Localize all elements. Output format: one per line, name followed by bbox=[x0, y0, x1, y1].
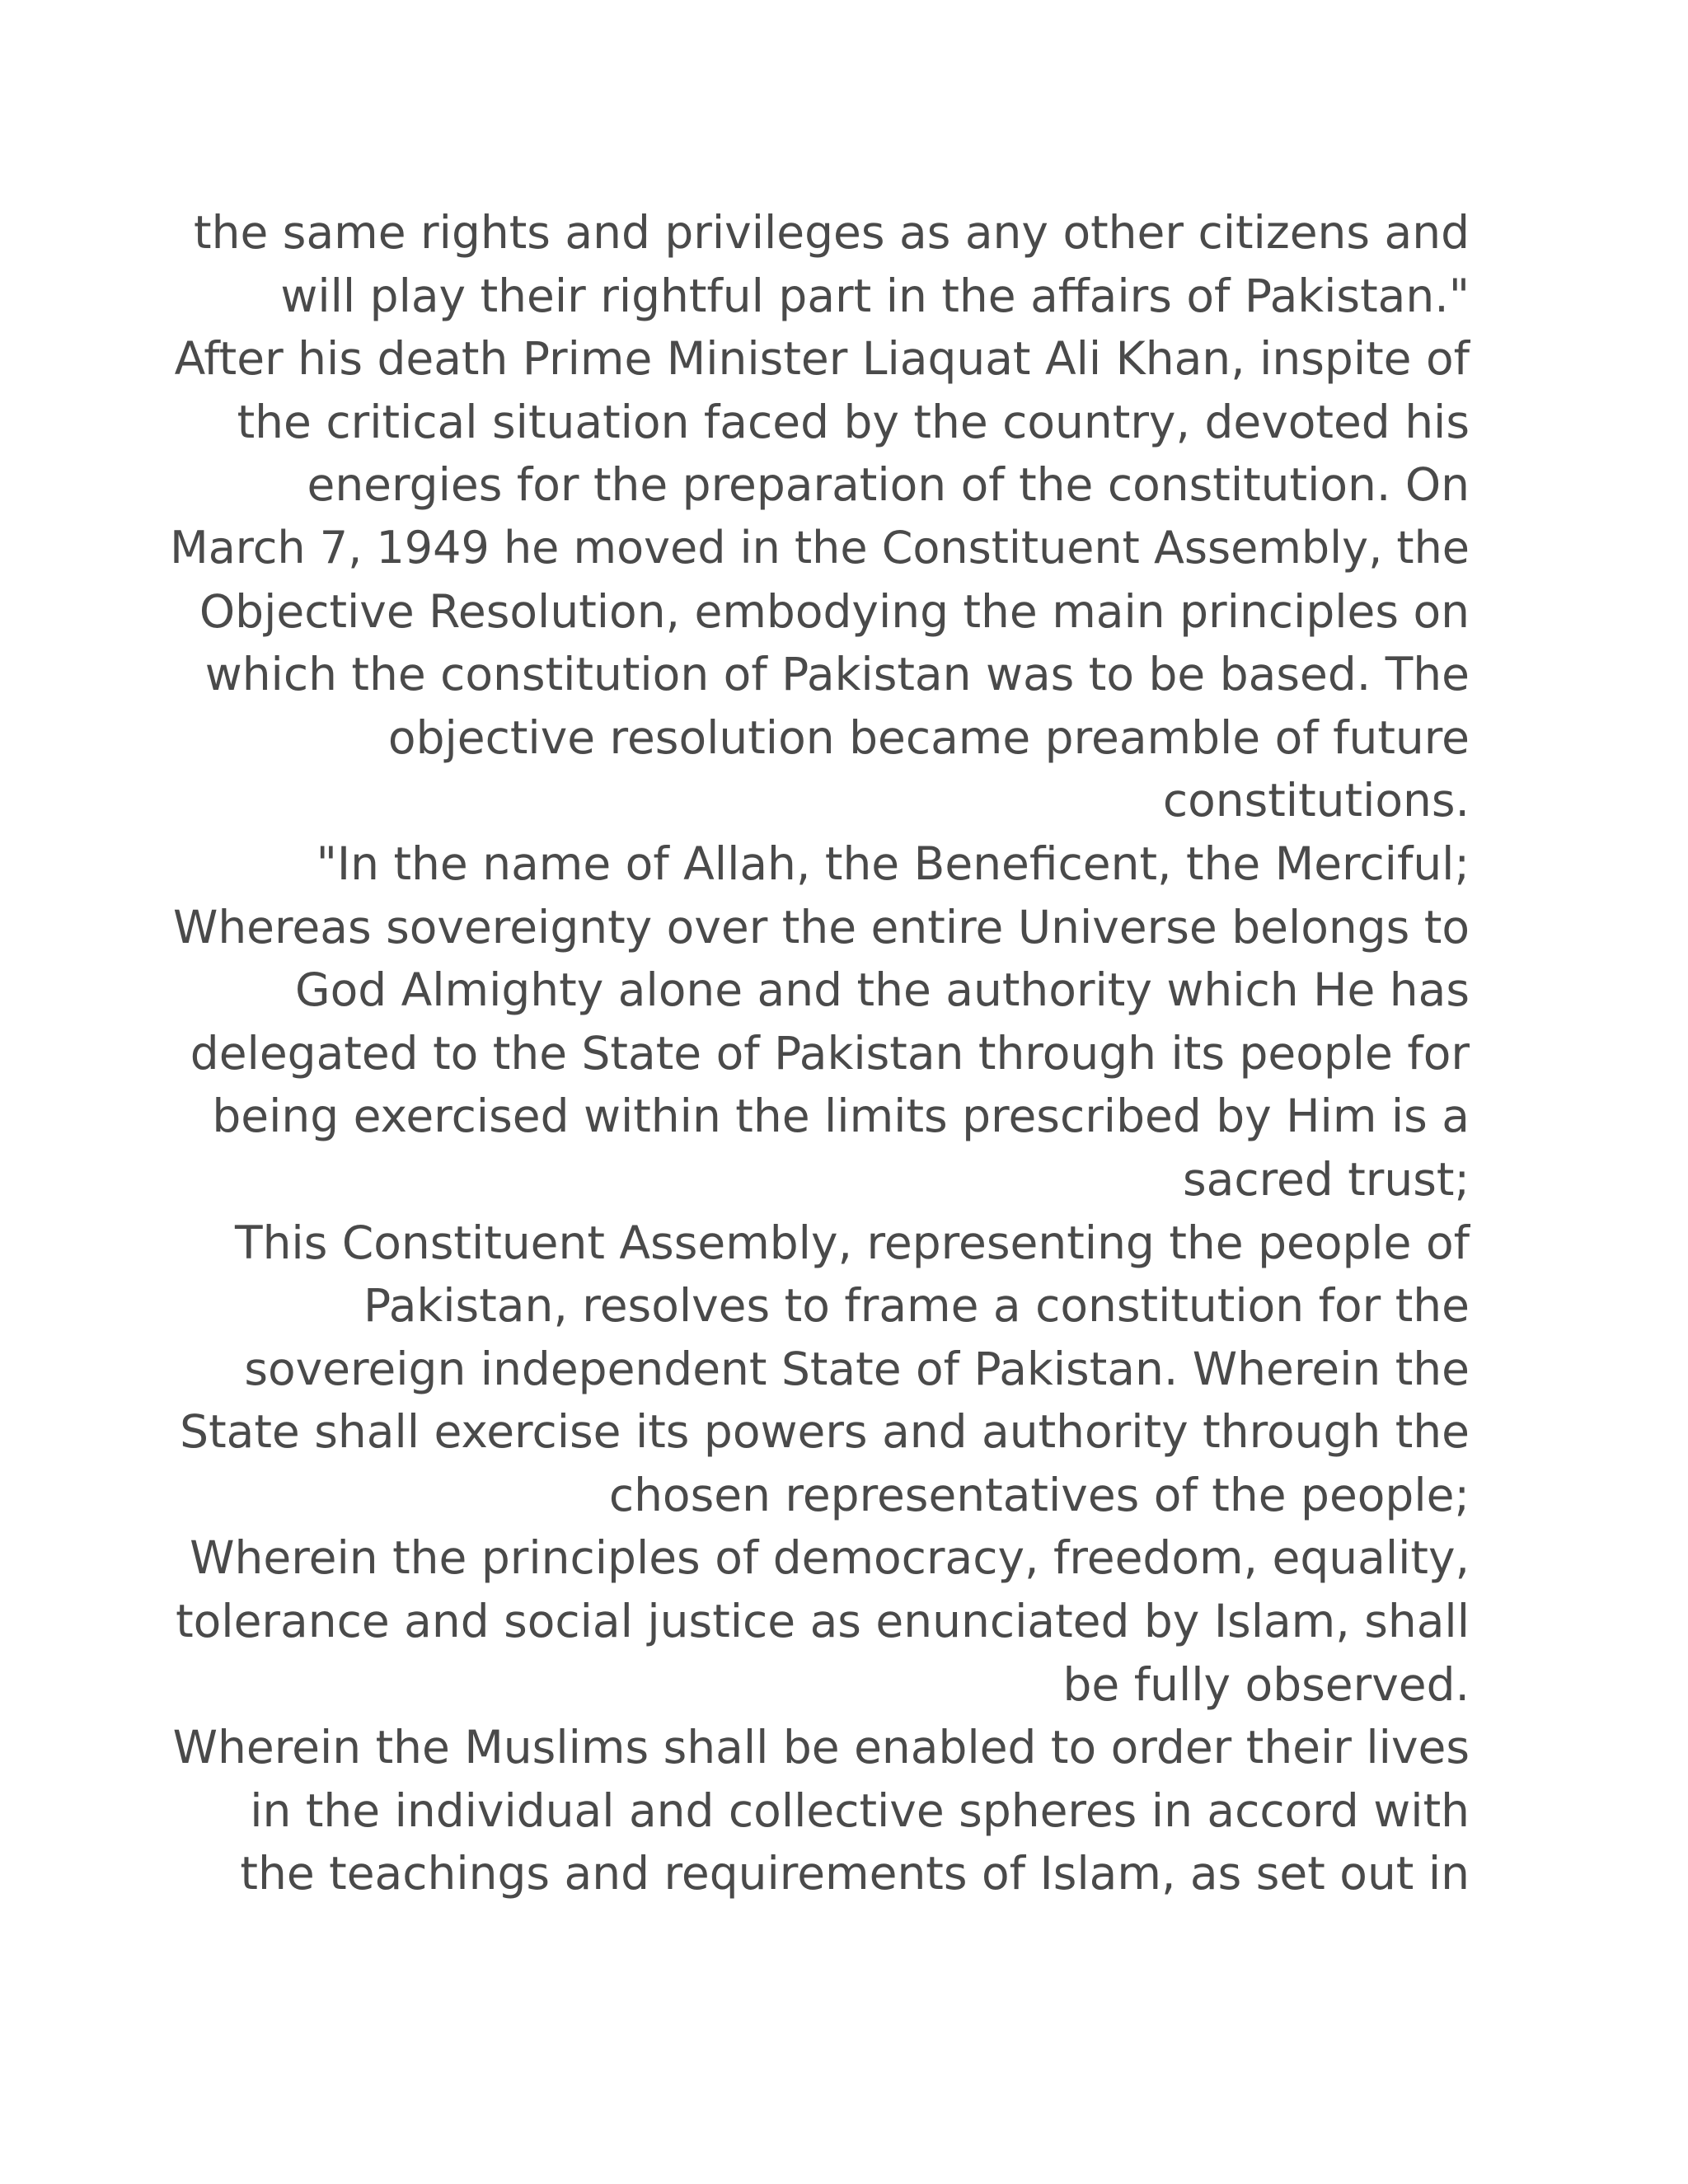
text-line: energies for the preparation of the constitution. On bbox=[307, 458, 1470, 512]
text-line: Whereas sovereignty over the entire Universe belongs to bbox=[172, 900, 1470, 954]
text-line: tolerance and social justice as enunciated by Islam, shall bbox=[176, 1595, 1470, 1648]
text-line: Wherein the principles of democracy, freedom, equality, bbox=[190, 1531, 1470, 1585]
text-line: God Almighty alone and the authority which He has bbox=[294, 963, 1470, 1017]
text-line: This Constituent Assembly, representing the people of bbox=[234, 1216, 1470, 1269]
text-line: "In the name of Allah, the Beneficent, the Merciful; bbox=[316, 837, 1470, 890]
text-line: which the constitution of Pakistan was to be based. The bbox=[204, 648, 1470, 701]
text-line: Wherein the Muslims shall be enabled to order their lives bbox=[172, 1721, 1470, 1774]
text-line: in the individual and collective spheres in accord with bbox=[250, 1783, 1470, 1837]
text-line: objective resolution became preamble of future bbox=[387, 710, 1470, 764]
text-line: delegated to the State of Pakistan through its people for bbox=[190, 1026, 1470, 1080]
text-line: After his death Prime Minister Liaquat Ali Khan, inspite of bbox=[174, 332, 1470, 386]
text-line: Objective Resolution, embodying the main principles on bbox=[199, 584, 1470, 638]
text-line: chosen representatives of the people; bbox=[608, 1468, 1470, 1521]
text-line: the critical situation faced by the country, devoted his bbox=[237, 395, 1470, 448]
text-line: be fully observed. bbox=[1062, 1657, 1470, 1711]
text-line: State shall exercise its powers and authority through the bbox=[180, 1405, 1470, 1459]
text-line: Pakistan, resolves to frame a constitution for the bbox=[363, 1279, 1470, 1333]
text-line: will play their rightful part in the affairs of Pakistan." bbox=[280, 269, 1470, 322]
text-line: sacred trust; bbox=[1182, 1152, 1470, 1206]
text-line: being exercised within the limits prescribed by Him is a bbox=[212, 1090, 1470, 1143]
text-line: the same rights and privileges as any other citizens and bbox=[194, 206, 1470, 259]
text-line: March 7, 1949 he moved in the Constituent Assembly, the bbox=[170, 521, 1470, 574]
body-text bbox=[165, 201, 1470, 1905]
text-line: constitutions. bbox=[1162, 774, 1470, 827]
text-line: sovereign independent State of Pakistan. Wherein the bbox=[244, 1342, 1470, 1395]
text-line: the teachings and requirements of Islam, as set out in bbox=[240, 1847, 1470, 1900]
